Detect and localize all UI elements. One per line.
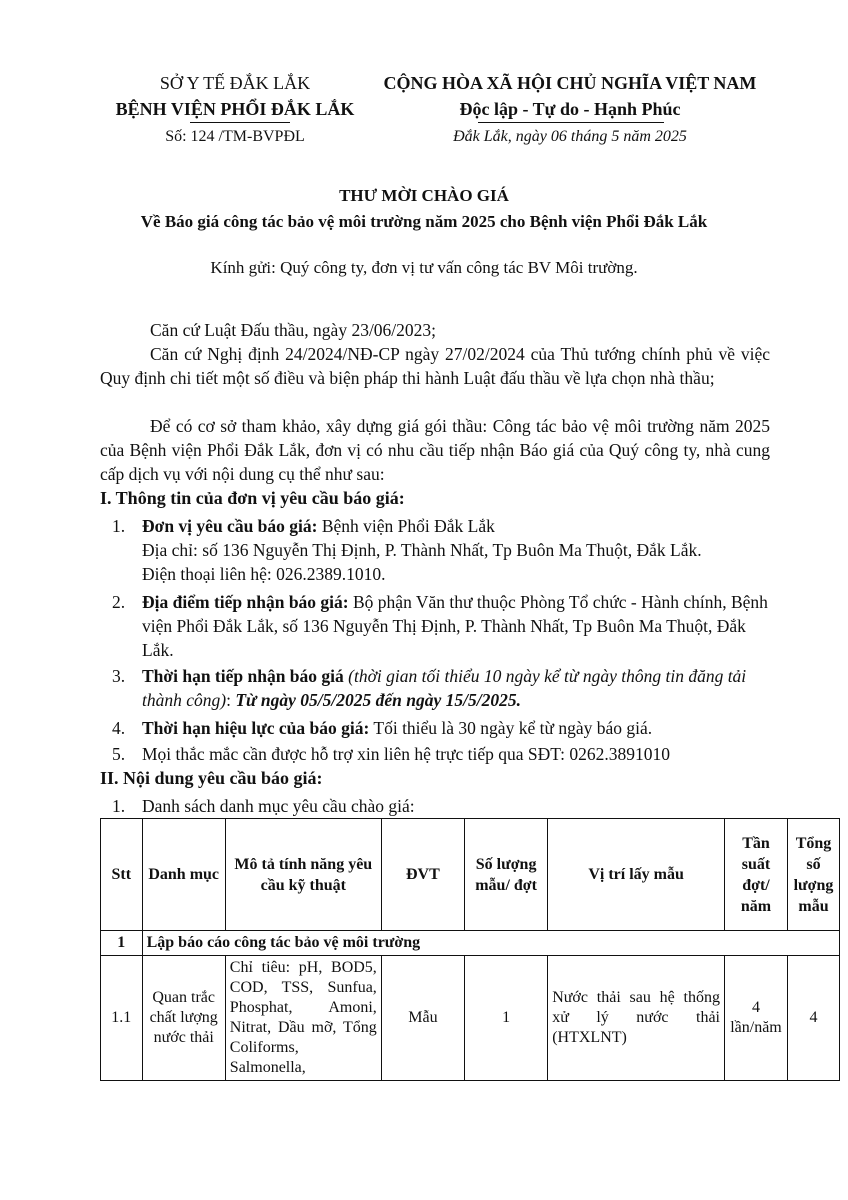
col-header: Vị trí lấy mẫu [548,819,725,931]
paragraph-2: Căn cứ Nghị định 24/2024/NĐ-CP ngày 27/02/2024 của Thủ tướng chính phủ về việc Quy định chi tiết một số điều và biện pháp thi hành Luật đấu thầu về lựa chọn nhà thầu; [100,344,770,388]
cell-frequency: 4 lần/năm [725,956,788,1081]
col-header: Tổng số lượng mẫu [787,819,839,931]
list-item [112,590,772,662]
item-number: 1. [112,516,126,536]
paragraph-1: Căn cứ Luật Đấu thầu, ngày 23/06/2023; [150,320,437,340]
item-label: Đơn vị yêu cầu báo giá: [142,516,318,536]
section2-heading: II. Nội dung yêu cầu báo giá: [100,768,323,788]
item-number: 1. [112,796,126,816]
country-block [360,70,780,146]
list-item [112,794,772,818]
item-note: (thời gian tối thiểu 10 ngày kể từ ngày thông tin đăng tải thành công) [142,666,747,710]
date-line: Đắk Lắk, ngày 06 tháng 5 năm 2025 [453,128,687,145]
col-header: Mô tả tính năng yêu cầu kỹ thuật [225,819,381,931]
item-text: Mọi thắc mắc cần được hỗ trợ xin liên hệ trực tiếp qua SĐT: 0262.3891010 [142,744,670,764]
list-item [112,742,772,766]
item-label: Thời hạn hiệu lực của báo giá: [142,718,370,738]
item-colon: : [226,690,236,710]
item-value: Bệnh viện Phổi Đắk Lắk [317,516,495,536]
table-header-row [101,819,840,931]
item-value: Bộ phận Văn thư thuộc Phòng Tổ chức - Hành chính, Bệnh viện Phổi Đắk Lắk, số 136 Nguyễn Thị Định, P. Thành Nhất, Tp Buôn Ma Thuột, Đắk Lắk. [142,592,768,660]
item-label: Địa điểm tiếp nhận báo giá: [142,592,349,612]
country-line1: CỘNG HÒA XÃ HỘI CHỦ NGHĨA VIỆT NAM [383,73,757,93]
cell-location: Nước thải sau hệ thống xử lý nước thải (HTXLNT) [548,956,725,1081]
table-group-row [101,931,840,956]
item-text [142,590,772,662]
cell-description: Chỉ tiêu: pH, BOD5, COD, TSS, Sunfua, Phosphat, Amoni, Nitrat, Dầu mỡ, Tổng Coliforms, Salmonella, [225,956,381,1081]
item-value: Tối thiểu là 30 ngày kể từ ngày báo giá. [369,718,653,738]
phone-line: Điện thoại liên hệ: 026.2389.1010. [142,564,386,584]
section1-heading: I. Thông tin của đơn vị yêu cầu báo giá: [100,488,405,508]
address-line: Địa chỉ: số 136 Nguyễn Thị Định, P. Thành Nhất, Tp Buôn Ma Thuột, Đắk Lắk. [142,540,702,560]
cell-total: 4 [787,956,839,1081]
item-text [142,514,772,538]
page-title: THƯ MỜI CHÀO GIÁ [339,186,509,205]
list-item [112,664,772,712]
item-text [142,716,772,740]
col-header: Tần suất đợt/ năm [725,819,788,931]
list-item [112,716,772,740]
page-subtitle: Về Báo giá công tác bảo vệ môi trường năm 2025 cho Bệnh viện Phổi Đắk Lắk [140,212,708,231]
item-number: 3. [112,666,126,686]
agency-line1: SỞ Y TẾ ĐẮK LẮK [159,73,311,93]
item-dates: Từ ngày 05/5/2025 đến ngày 15/5/2025. [235,690,521,710]
item-number: 2. [112,592,126,612]
item-number: 5. [112,744,126,764]
motto-underline [478,122,664,123]
group-stt: 1 [101,931,143,956]
item-number: 4. [112,718,126,738]
cell-stt: 1.1 [101,956,143,1081]
item-text: Danh sách danh mục yêu cầu chào giá: [142,796,415,816]
col-header: Danh mục [142,819,225,931]
greeting: Kính gửi: Quý công ty, đơn vị tư vấn công tác BV Môi trường. [210,258,638,277]
quote-table [100,818,840,1081]
group-label: Lập báo cáo công tác bảo vệ môi trường [142,931,839,956]
col-header: ĐVT [381,819,464,931]
item-label: Thời hạn tiếp nhận báo giá [142,666,344,686]
agency-block [100,70,370,146]
cell-unit: Mẫu [381,956,464,1081]
list-item [112,514,772,586]
item-text [142,664,772,712]
agency-underline [190,122,290,123]
cell-qty: 1 [465,956,548,1081]
agency-line2: BỆNH VIỆN PHỔI ĐẮK LẮK [115,99,355,119]
document-header [0,70,848,160]
country-line2: Độc lập - Tự do - Hạnh Phúc [459,99,681,119]
paragraph-3: Để có cơ sở tham khảo, xây dựng giá gói thầu: Công tác bảo vệ môi trường năm 2025 của Bệnh viện Phổi Đắk Lắk, đơn vị có nhu cầu tiếp nhận Báo giá của Quý công ty, nhà cung cấp dịch vụ với nội dung cụ thể như sau: [100,416,770,484]
col-header: Số lượng mẫu/ đợt [465,819,548,931]
doc-number: Số: 124 /TM-BVPĐL [165,128,305,145]
table-row [101,956,840,1081]
cell-category: Quan trắc chất lượng nước thải [142,956,225,1081]
col-header: Stt [101,819,143,931]
